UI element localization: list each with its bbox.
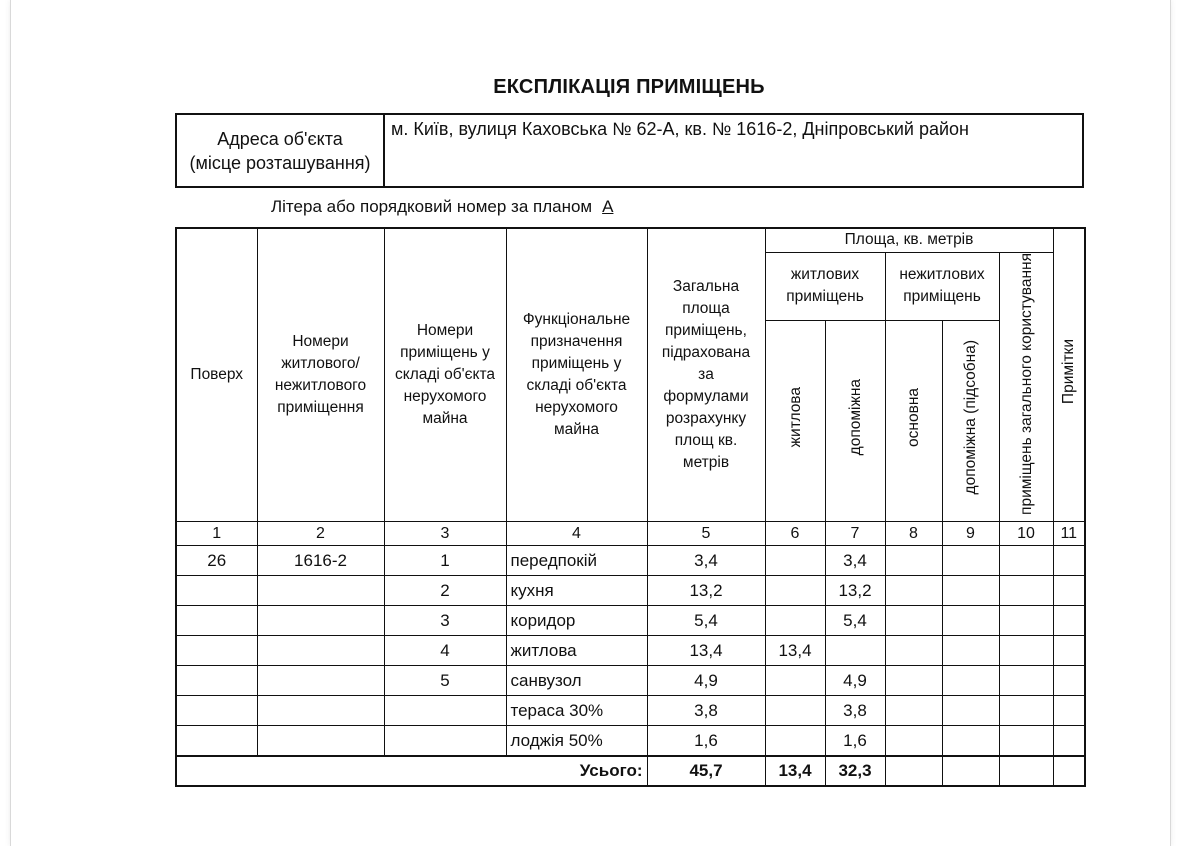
cell-purpose: кухня: [506, 576, 647, 606]
totals-empty: [885, 756, 942, 786]
cell-aux: 3,4: [825, 546, 885, 576]
cell-unit: 1616-2: [257, 546, 384, 576]
cell-main: [885, 666, 942, 696]
header-living-text: житлова: [786, 387, 804, 448]
column-number: 8: [885, 522, 942, 546]
column-number: 1: [176, 522, 257, 546]
header-auxiliary: [825, 320, 885, 522]
totals-total: 45,7: [647, 756, 765, 786]
cell-unit: [257, 576, 384, 606]
header-common-use: [999, 252, 1053, 522]
address-label-line1: Адреса об'єкта: [217, 128, 343, 149]
column-number-row: [176, 522, 1085, 546]
header-auxiliary-text: допоміжна: [846, 379, 864, 456]
cell-purpose: передпокій: [506, 546, 647, 576]
cell-room: [384, 696, 506, 726]
column-number: 5: [647, 522, 765, 546]
cell-main: [885, 636, 942, 666]
cell-aux: 5,4: [825, 606, 885, 636]
cell-room: [384, 726, 506, 757]
cell-aux: 1,6: [825, 726, 885, 757]
totals-empty: [999, 756, 1053, 786]
cell-sub: [942, 576, 999, 606]
cell-unit: [257, 606, 384, 636]
cell-purpose: житлова: [506, 636, 647, 666]
header-notes-text: Примітки: [1060, 339, 1078, 405]
cell-living: [765, 606, 825, 636]
cell-unit: [257, 666, 384, 696]
cell-aux: 13,2: [825, 576, 885, 606]
cell-main: [885, 546, 942, 576]
cell-living: [765, 726, 825, 757]
table-row: [176, 546, 1085, 576]
header-residential: житлових приміщень: [765, 252, 885, 320]
cell-living: [765, 696, 825, 726]
cell-common: [999, 696, 1053, 726]
header-purpose: Функціональне призначення приміщень у складі об'єкта нерухомого майна: [506, 228, 647, 522]
cell-floor: [176, 576, 257, 606]
table-row: [176, 666, 1085, 696]
cell-common: [999, 726, 1053, 757]
table-row: [176, 696, 1085, 726]
cell-purpose: тераса 30%: [506, 696, 647, 726]
cell-unit: [257, 726, 384, 757]
litera-line: [271, 197, 613, 217]
header-common-use-text: приміщень загального користування: [1017, 252, 1035, 515]
litera-label: Літера або порядковий номер за планом: [271, 197, 593, 216]
cell-notes: [1053, 546, 1085, 576]
totals-label: Усього:: [176, 756, 647, 786]
header-living: [765, 320, 825, 522]
cell-floor: [176, 606, 257, 636]
address-table: [175, 113, 1084, 188]
column-number: 9: [942, 522, 999, 546]
column-number: 11: [1053, 522, 1085, 546]
header-aux-sub: [942, 320, 999, 522]
cell-floor: [176, 666, 257, 696]
column-number: 7: [825, 522, 885, 546]
cell-common: [999, 666, 1053, 696]
totals-living: 13,4: [765, 756, 825, 786]
address-label-line2: (місце розташування): [189, 152, 371, 173]
cell-room: 4: [384, 636, 506, 666]
header-main: [885, 320, 942, 522]
cell-common: [999, 636, 1053, 666]
cell-living: 13,4: [765, 636, 825, 666]
cell-unit: [257, 696, 384, 726]
cell-sub: [942, 666, 999, 696]
cell-aux: 4,9: [825, 666, 885, 696]
header-room-numbers: Номери приміщень у складі об'єкта нерухомого майна: [384, 228, 506, 522]
column-number: 10: [999, 522, 1053, 546]
address-value: м. Київ, вулиця Каховська № 62-А, кв. № 1616-2, Дніпровський район: [384, 114, 1083, 187]
cell-total: 3,8: [647, 696, 765, 726]
cell-sub: [942, 726, 999, 757]
header-area-group: Площа, кв. метрів: [765, 228, 1053, 252]
cell-notes: [1053, 576, 1085, 606]
cell-room: 5: [384, 666, 506, 696]
cell-floor: [176, 696, 257, 726]
cell-purpose: санвузол: [506, 666, 647, 696]
header-notes: [1053, 228, 1085, 522]
cell-total: 1,6: [647, 726, 765, 757]
totals-row: [176, 756, 1085, 786]
cell-room: 1: [384, 546, 506, 576]
column-number: 2: [257, 522, 384, 546]
cell-common: [999, 546, 1053, 576]
cell-sub: [942, 696, 999, 726]
cell-living: [765, 666, 825, 696]
table-row: [176, 636, 1085, 666]
cell-living: [765, 546, 825, 576]
cell-total: 5,4: [647, 606, 765, 636]
explication-table: [175, 227, 1086, 787]
cell-main: [885, 726, 942, 757]
cell-notes: [1053, 606, 1085, 636]
cell-notes: [1053, 696, 1085, 726]
cell-total: 13,2: [647, 576, 765, 606]
header-main-text: основна: [905, 388, 922, 448]
cell-main: [885, 606, 942, 636]
cell-room: 3: [384, 606, 506, 636]
cell-floor: 26: [176, 546, 257, 576]
table-row: [176, 726, 1085, 757]
cell-living: [765, 576, 825, 606]
cell-total: 13,4: [647, 636, 765, 666]
cell-purpose: лоджія 50%: [506, 726, 647, 757]
column-number: 3: [384, 522, 506, 546]
cell-sub: [942, 606, 999, 636]
cell-sub: [942, 546, 999, 576]
totals-empty: [1053, 756, 1085, 786]
header-unit-numbers: Номери житлового/ нежитлового приміщення: [257, 228, 384, 522]
cell-notes: [1053, 726, 1085, 757]
cell-floor: [176, 726, 257, 757]
header-floor: Поверх: [176, 228, 257, 522]
cell-common: [999, 606, 1053, 636]
cell-main: [885, 576, 942, 606]
cell-purpose: коридор: [506, 606, 647, 636]
address-label: [176, 114, 384, 187]
header-total-area: Загальна площа приміщень, підрахована за формулами розрахунку площ кв. метрів: [647, 228, 765, 522]
cell-floor: [176, 636, 257, 666]
cell-sub: [942, 636, 999, 666]
document-title: ЕКСПЛІКАЦІЯ ПРИМІЩЕНЬ: [493, 76, 765, 98]
cell-room: 2: [384, 576, 506, 606]
cell-total: 4,9: [647, 666, 765, 696]
cell-notes: [1053, 636, 1085, 666]
header-nonresidential: нежитлових приміщень: [885, 252, 999, 320]
cell-aux: [825, 636, 885, 666]
totals-empty: [942, 756, 999, 786]
cell-unit: [257, 636, 384, 666]
column-number: 4: [506, 522, 647, 546]
table-row: [176, 606, 1085, 636]
cell-common: [999, 576, 1053, 606]
litera-value: А: [602, 197, 614, 216]
header-aux-sub-text: допоміжна (підсобна): [962, 340, 979, 495]
cell-aux: 3,8: [825, 696, 885, 726]
table-row: [176, 576, 1085, 606]
cell-total: 3,4: [647, 546, 765, 576]
cell-notes: [1053, 666, 1085, 696]
column-number: 6: [765, 522, 825, 546]
totals-aux: 32,3: [825, 756, 885, 786]
cell-main: [885, 696, 942, 726]
